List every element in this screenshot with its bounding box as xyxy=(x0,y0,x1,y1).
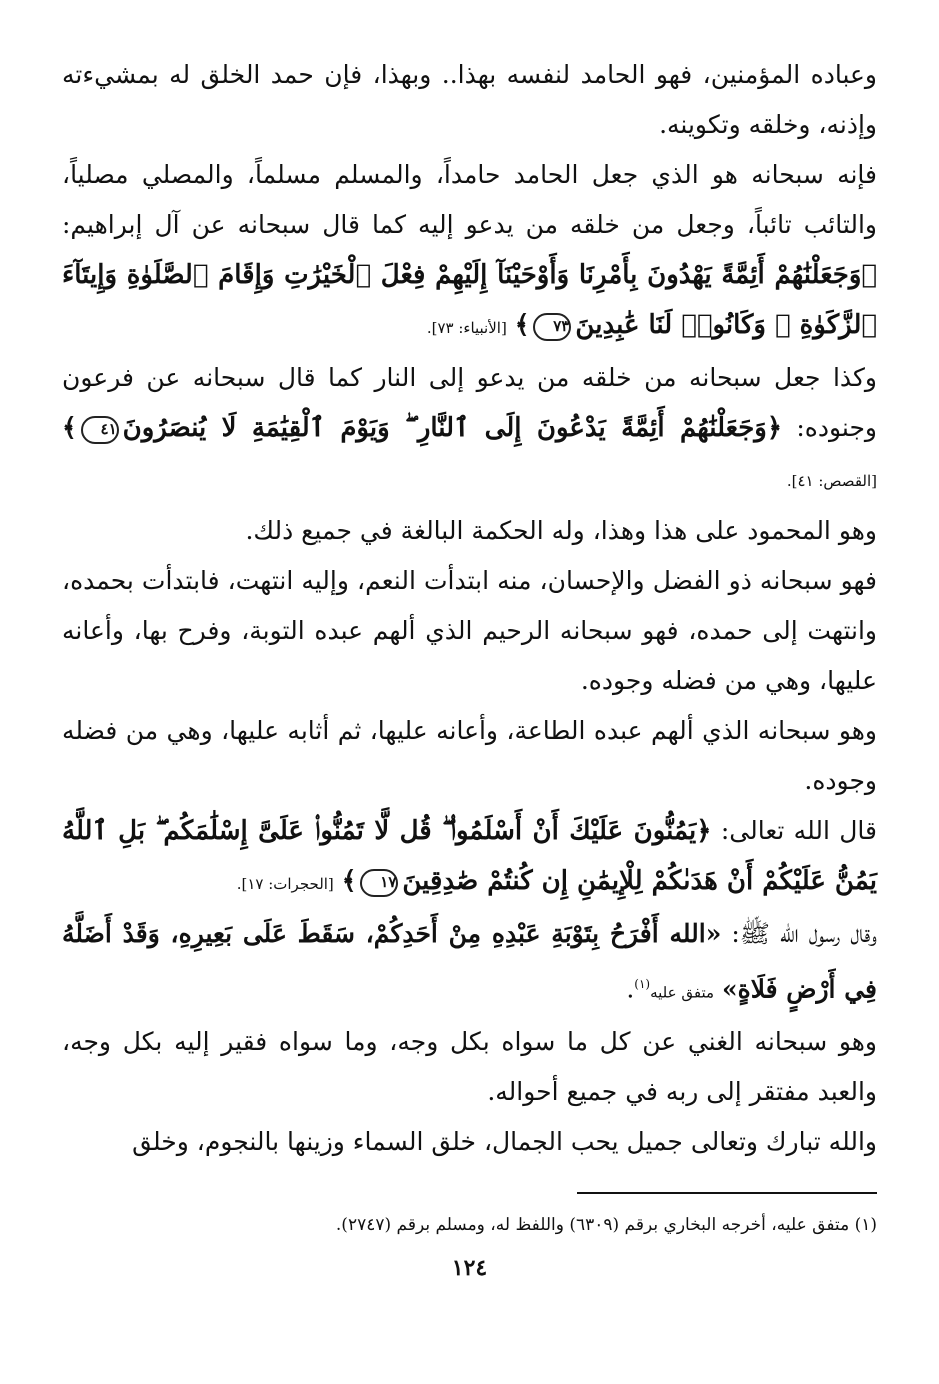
verse-close-bracket: ﴾ xyxy=(62,413,77,442)
paragraph-8-end: . xyxy=(626,974,635,1004)
ayah-number-41: ٤١ xyxy=(81,416,119,444)
footnote-separator xyxy=(577,1192,877,1194)
hadith-text: «الله أَفْرَحُ بِتَوْبَةِ عَبْدِهِ مِنْ أَحَدِكُمْ، سَقَطَ عَلَى بَعِيرِهِ، وَقَدْ أَضَلَّهُ فِي أَرْضٍ فَلَاةٍ» xyxy=(62,919,877,1004)
quran-verse-anbiya: ﴿وَجَعَلْنَٰهُمْ أَئِمَّةً يَهْدُونَ بِأَمْرِنَا وَأَوْحَيْنَآ إِلَيْهِمْ فِعْلَ ٱلْخَيْرَٰتِ وَإِقَامَ ٱلصَّلَوٰةِ وَإِيتَآءَ ٱلزَّكَوٰةِ ۖ وَكَانُوا۟ لَنَا عَٰبِدِينَ xyxy=(62,260,877,340)
ayah-number-73: ٧٣ xyxy=(533,313,571,341)
paragraph-9: وهو سبحانه الغني عن كل ما سواه بكل وجه، وما سواه فقير إليه بكل وجه، والعبد مفتقر إلى ربه في جميع أحواله. xyxy=(62,1027,877,1107)
paragraph-3 xyxy=(62,353,877,506)
verse-reference-qasas: [القصص: ٤١]. xyxy=(786,472,877,490)
paragraph-7-text: قال الله تعالى: xyxy=(720,816,877,845)
verse-reference-hujurat: [الحجرات: ١٧]. xyxy=(236,875,334,893)
paragraph-1: وعباده المؤمنين، فهو الحامد لنفسه بهذا.. وبهذا، فإن حمد الخلق له بمشيءته وإذنه، وخلقه وتكوينه. xyxy=(62,60,877,139)
page-number: ١٢٤ xyxy=(451,1255,488,1281)
paragraph-5: فهو سبحانه ذو الفضل والإحسان، منه ابتدأت النعم، وإليه انتهت، فابتدأت بحمده، وانتهت إلى حمده، فهو سبحانه الرحيم الذي ألهم عبده التوبة، وفرح بها، وأعانه عليها، وهي من فضله وجوده. xyxy=(62,566,877,695)
paragraph-6: وهو سبحانه الذي ألهم عبده الطاعة، وأعانه عليها، ثم أثابه عليها، وهي من فضله وجوده. xyxy=(62,716,877,795)
paragraph-7 xyxy=(62,806,877,909)
paragraph-8 xyxy=(62,909,877,1017)
verse-close-bracket: ﴾ xyxy=(514,310,530,339)
paragraph-2 xyxy=(62,150,877,353)
book-page xyxy=(62,50,877,1350)
footnote-marker: (١) xyxy=(634,977,651,991)
paragraph-8-text: وقال رسول الله ﷺ: xyxy=(731,919,878,948)
verse-reference-anbiya: [الأنبياء: ٧٣]. xyxy=(426,319,507,337)
hadith-reference: متفق عليه xyxy=(650,983,715,1002)
ayah-number-17: ١٧ xyxy=(360,869,398,897)
verse-close-bracket: ﴾ xyxy=(341,866,357,895)
paragraph-3-text: وكذا جعل سبحانه من خلقه من يدعو إلى النار كما قال سبحانه عن فرعون وجنوده: xyxy=(62,363,877,442)
quran-verse-hujurat: ﴿يَمُنُّونَ عَلَيْكَ أَنْ أَسْلَمُوا۟ ۖ قُل لَّا تَمُنُّوا۟ عَلَىَّ إِسْلَٰمَكُم ۖ بَلِ ٱللَّهُ يَمُنُّ عَلَيْكُمْ أَنْ هَدَىٰكُمْ لِلْإِيمَٰنِ إِن كُنتُمْ صَٰدِقِينَ xyxy=(62,816,877,896)
paragraph-10: والله تبارك وتعالى جميل يحب الجمال، خلق السماء وزينها بالنجوم، وخلق xyxy=(132,1127,877,1157)
paragraph-4: وهو المحمود على هذا وهذا، وله الحكمة البالغة في جميع ذلك. xyxy=(245,516,877,545)
paragraph-2-text: فإنه سبحانه هو الذي جعل الحامد حامداً، والمسلم مسلماً، والمصلي مصلياً، والتائب تائباً، وجعل من خلقه من يدعو إليه كما قال سبحانه عن آل إبراهيم: xyxy=(62,160,877,239)
footnote-1: (١) متفق عليه، أخرجه البخاري برقم (٦٣٠٩) واللفظ له، ومسلم برقم (٢٧٤٧). xyxy=(335,1215,877,1235)
quran-verse-qasas: ﴿وَجَعَلْنَٰهُمْ أَئِمَّةً يَدْعُونَ إِلَى ٱلنَّارِ ۖ وَيَوْمَ ٱلْقِيَٰمَةِ لَا يُنصَرُونَ xyxy=(122,413,783,443)
